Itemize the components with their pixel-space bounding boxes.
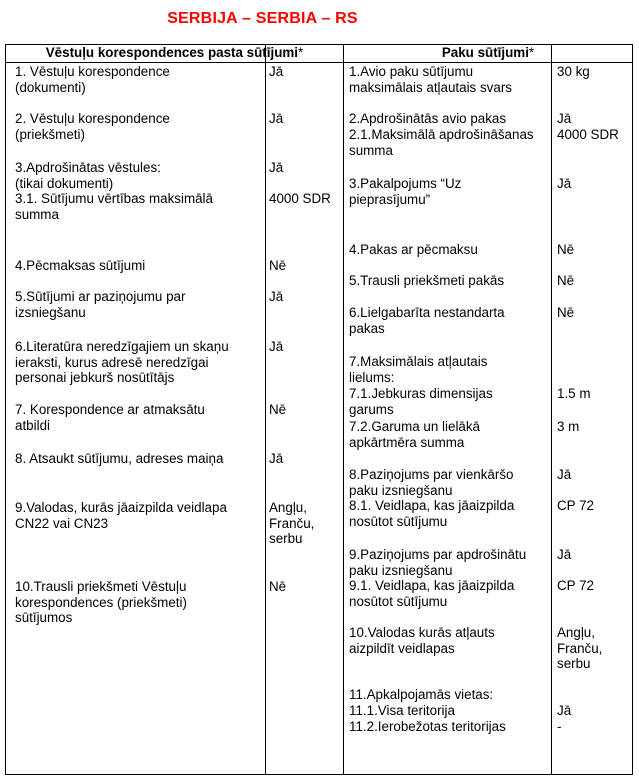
- value-line: Jā: [557, 111, 572, 126]
- value-line: Jā: [269, 111, 284, 126]
- parcels-row-value: [557, 578, 594, 594]
- value-line: -: [557, 719, 562, 734]
- value-line: Jā: [269, 289, 284, 304]
- letters-row-label: [15, 111, 170, 142]
- label-line: 4.Pakas ar pēcmaksu: [349, 242, 478, 257]
- parcels-row-label: [349, 719, 506, 735]
- letters-row-value: [269, 339, 283, 355]
- label-line: (tikai dokumenti): [15, 175, 114, 191]
- value-line: Jā: [269, 339, 284, 354]
- value-line: 1.5 m: [557, 386, 591, 401]
- value-line: serbu: [557, 656, 591, 672]
- column-divider-main: [343, 45, 344, 774]
- value-line: 30 kg: [557, 64, 590, 79]
- parcels-row-value: [557, 305, 574, 321]
- label-line: 9.Valodas, kurās jāaizpilda veidlapa: [15, 500, 227, 515]
- label-line: 7.Maksimālais atļautais: [349, 354, 488, 369]
- label-line: 8.1. Veidlapa, kas jāaizpilda: [349, 498, 515, 513]
- letters-header: Vēstuļu korespondences pasta sūtījumi*: [45, 45, 304, 60]
- label-line: 10.Valodas kurās atļauts: [349, 625, 495, 640]
- label-line: 2.Apdrošinātās avio pakas: [349, 111, 507, 126]
- letters-row-value: [269, 500, 314, 547]
- parcels-row-value: [557, 625, 602, 672]
- label-line: korespondences (priekšmeti): [15, 594, 187, 610]
- label-line: apkārtmēra summa: [349, 434, 465, 450]
- parcels-row-value: [557, 64, 590, 80]
- page-title: SERBIJA – SERBIA – RS: [167, 10, 358, 27]
- label-line: 3.Apdrošinātas vēstules:: [15, 160, 161, 175]
- letters-row-label: [15, 339, 229, 386]
- value-line: Franču,: [557, 640, 603, 656]
- value-line: Jā: [557, 467, 572, 482]
- label-line: izsniegšanu: [15, 304, 86, 320]
- label-line: 10.Trausli priekšmeti Vēstuļu: [15, 579, 187, 594]
- label-line: 11.Apkalpojamās vietas:: [349, 687, 494, 702]
- label-line: pieprasījumu”: [349, 191, 431, 207]
- parcels-row-value: [557, 127, 619, 143]
- parcels-row-label: [349, 64, 512, 95]
- parcels-row-label: [349, 625, 495, 656]
- label-line: nosūtot sūtījumu: [349, 593, 448, 609]
- label-line: 11.2.Ierobežotas teritorijas: [349, 719, 506, 734]
- value-line: Jā: [557, 176, 572, 191]
- value-line: Nē: [557, 273, 575, 288]
- letters-row-value: [269, 402, 286, 418]
- letters-row-value: [269, 258, 286, 274]
- letters-row-label: [15, 402, 205, 433]
- letters-row-value: [269, 160, 283, 176]
- value-line: Nē: [557, 242, 575, 257]
- parcels-row-value: [557, 467, 571, 483]
- label-line: 8. Atsaukt sūtījumu, adreses maiņa: [15, 451, 224, 466]
- parcels-row-label: [349, 703, 455, 719]
- parcels-row-label: [349, 498, 514, 529]
- label-line: 2.1.Maksimālā apdrošināšanas: [349, 127, 534, 142]
- letters-row-value: [269, 111, 283, 127]
- label-line: 3.Pakalpojums “Uz: [349, 176, 462, 191]
- label-line: 2. Vēstuļu korespondence: [15, 111, 170, 126]
- letters-row-label: [15, 500, 227, 531]
- parcels-row-value: [557, 419, 579, 435]
- label-line: 9.1. Veidlapa, kas jāaizpilda: [349, 578, 515, 593]
- parcels-row-label: [349, 578, 514, 609]
- letters-row-label: [15, 579, 187, 626]
- parcels-row-label: [349, 354, 487, 385]
- label-line: summa: [15, 206, 59, 222]
- column-divider: [551, 45, 552, 774]
- label-line: 7. Korespondence ar atmaksātu: [15, 402, 205, 417]
- letters-row-label: [15, 258, 145, 274]
- header-divider: [6, 62, 632, 63]
- label-line: atbildi: [15, 417, 50, 433]
- value-line: Jā: [557, 703, 572, 718]
- parcels-row-value: [557, 547, 571, 563]
- label-line: 9.Paziņojums par apdrošinātu: [349, 547, 527, 562]
- parcels-row-value: [557, 242, 574, 258]
- label-line: summa: [349, 142, 393, 158]
- label-line: CN22 vai CN23: [15, 515, 109, 531]
- parcels-row-label: [349, 547, 526, 578]
- label-line: sūtījumos: [15, 610, 73, 626]
- label-line: 7.1.Jebkuras dimensijas: [349, 386, 493, 401]
- value-line: Jā: [269, 451, 284, 466]
- label-line: personai jebkurš nosūtītājs: [15, 370, 175, 386]
- label-line: 11.1.Visa teritorija: [349, 703, 455, 718]
- value-line: 4000 SDR: [269, 191, 331, 206]
- parcels-row-value: [557, 111, 571, 127]
- label-line: (dokumenti): [15, 79, 86, 95]
- letters-row-label: [15, 451, 223, 467]
- label-line: 5.Sūtījumi ar paziņojumu par: [15, 289, 186, 304]
- label-line: 4.Pēcmaksas sūtījumi: [15, 258, 146, 273]
- label-line: 7.2.Garuma un lielākā: [349, 419, 481, 434]
- label-line: 1.Avio paku sūtījumu: [349, 64, 474, 79]
- value-line: Nē: [269, 402, 287, 417]
- value-line: CP 72: [557, 498, 594, 513]
- label-line: paku izsniegšanu: [349, 562, 453, 578]
- label-line: maksimālais atļautais svars: [349, 79, 512, 95]
- parcels-row-label: [349, 176, 461, 207]
- label-line: 6.Lielgabarīta nestandarta: [349, 305, 505, 320]
- value-line: Nē: [269, 579, 287, 594]
- label-line: 3.1. Sūtījumu vērtības maksimālā: [15, 191, 213, 206]
- label-line: lielums:: [349, 369, 395, 385]
- letters-row-value: [269, 289, 283, 305]
- parcels-row-label: [349, 242, 478, 258]
- services-table: [5, 44, 633, 775]
- parcels-row-label: [349, 273, 504, 289]
- letters-row-value: [269, 579, 286, 595]
- label-line: 8.Paziņojums par vienkāršo: [349, 467, 514, 482]
- parcels-row-value: [557, 719, 561, 735]
- letters-row-label: [15, 289, 185, 320]
- parcels-row-label: [349, 127, 534, 158]
- parcels-row-label: [349, 419, 480, 450]
- label-line: nosūtot sūtījumu: [349, 513, 448, 529]
- label-line: 5.Trausli priekšmeti pakās: [349, 273, 505, 288]
- letters-row-value: [269, 451, 283, 467]
- parcels-row-label: [349, 687, 493, 703]
- letters-row-value: [269, 191, 331, 207]
- label-line: (priekšmeti): [15, 126, 85, 142]
- label-line: ieraksti, kurus adresē neredzīgai: [15, 354, 209, 370]
- column-divider: [265, 45, 266, 774]
- parcels-row-label: [349, 386, 493, 417]
- value-line: Jā: [269, 64, 284, 79]
- parcels-row-label: [349, 111, 506, 127]
- value-line: 3 m: [557, 419, 580, 434]
- label-line: 6.Literatūra neredzīgajiem un skaņu: [15, 339, 229, 354]
- letters-row-label: [15, 160, 161, 191]
- label-line: 1. Vēstuļu korespondence: [15, 64, 170, 79]
- value-line: Angļu,: [269, 500, 307, 515]
- parcels-row-label: [349, 467, 514, 498]
- value-line: CP 72: [557, 578, 594, 593]
- parcels-header: Paku sūtījumi*: [441, 45, 535, 60]
- label-line: paku izsniegšanu: [349, 482, 453, 498]
- value-line: Jā: [557, 547, 572, 562]
- value-line: 4000 SDR: [557, 127, 619, 142]
- label-line: aizpildīt veidlapas: [349, 640, 455, 656]
- letters-row-label: [15, 191, 213, 222]
- parcels-row-value: [557, 176, 571, 192]
- value-line: Nē: [269, 258, 287, 273]
- parcels-row-value: [557, 703, 571, 719]
- parcels-row-label: [349, 305, 505, 336]
- parcels-row-value: [557, 273, 574, 289]
- label-line: garums: [349, 401, 394, 417]
- letters-row-value: [269, 64, 283, 80]
- parcels-row-value: [557, 386, 591, 402]
- parcels-row-value: [557, 498, 594, 514]
- value-line: Franču,: [269, 515, 315, 531]
- label-line: pakas: [349, 320, 385, 336]
- value-line: serbu: [269, 531, 303, 547]
- value-line: Nē: [557, 305, 575, 320]
- letters-row-label: [15, 64, 170, 95]
- value-line: Angļu,: [557, 625, 595, 640]
- value-line: Jā: [269, 160, 284, 175]
